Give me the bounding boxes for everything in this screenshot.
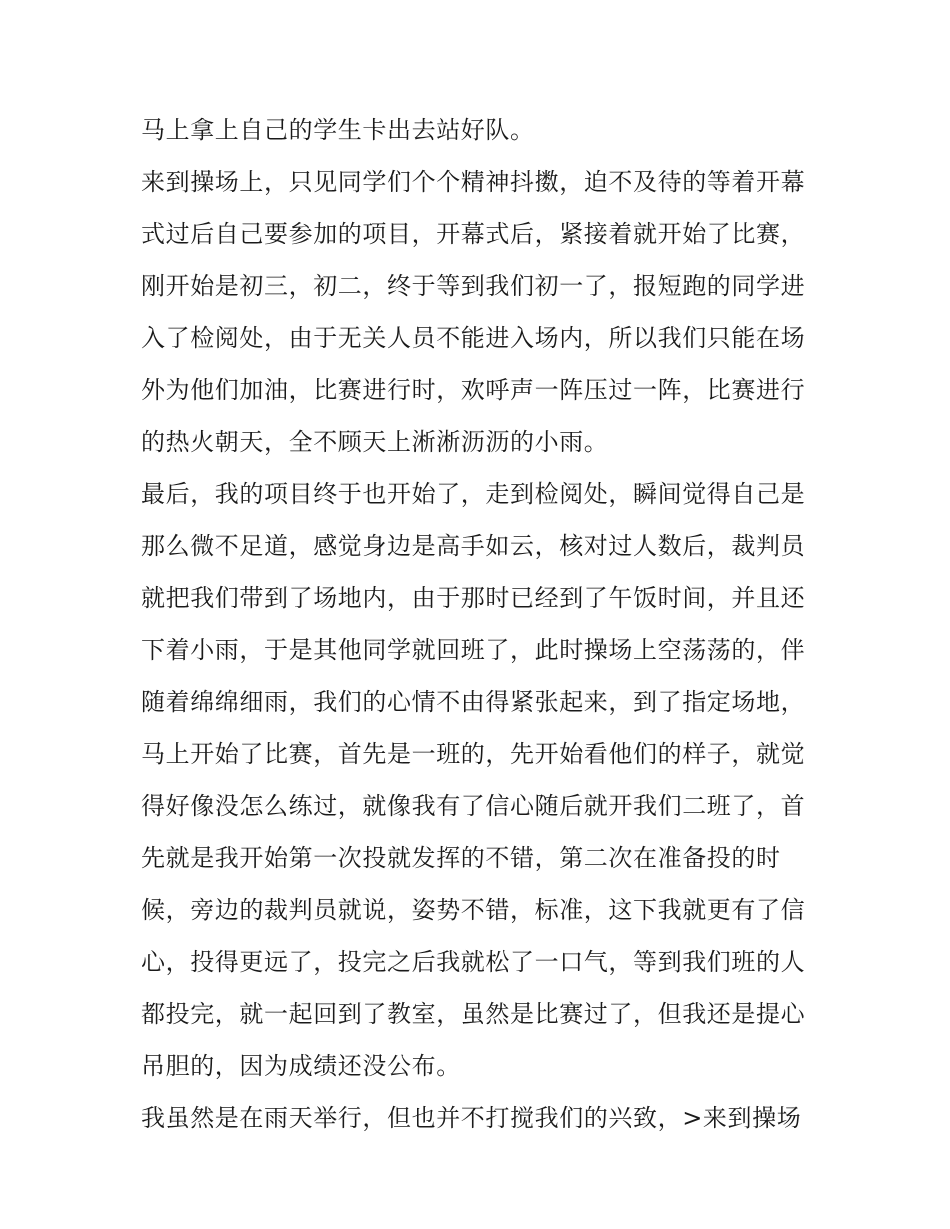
text-line: 马上拿上自己的学生卡出去站好队。	[141, 116, 535, 144]
text-line: 下着小雨，于是其他同学就回班了，此时操场上空荡荡的，伴	[141, 636, 806, 664]
text-line: 心，投得更远了，投完之后我就松了一口气，等到我们班的人	[141, 948, 806, 976]
text-line: 马上开始了比赛，首先是一班的，先开始看他们的样子，就觉	[141, 740, 806, 768]
text-line: 那么微不足道，感觉身边是高手如云，核对过人数后，裁判员	[141, 532, 806, 560]
text-line: 最后，我的项目终于也开始了，走到检阅处，瞬间觉得自己是	[141, 480, 806, 508]
text-line: 刚开始是初三，初二，终于等到我们初一了，报短跑的同学进	[141, 272, 806, 300]
text-line: 候，旁边的裁判员就说，姿势不错，标准，这下我就更有了信	[141, 896, 806, 924]
text-line: 随着绵绵细雨，我们的心情不由得紧张起来，到了指定场地，	[141, 688, 806, 716]
text-line: 就把我们带到了场地内，由于那时已经到了午饭时间，并且还	[141, 584, 806, 612]
text-line: 我虽然是在雨天举行，但也并不打搅我们的兴致，>来到操场	[141, 1104, 802, 1132]
text-line: 式过后自己要参加的项目，开幕式后，紧接着就开始了比赛，	[141, 220, 806, 248]
text-line: 来到操场上，只见同学们个个精神抖擞，迫不及待的等着开幕	[141, 168, 806, 196]
text-line: 得好像没怎么练过，就像我有了信心随后就开我们二班了，首	[141, 792, 806, 820]
text-line: 的热火朝天，全不顾天上淅淅沥沥的小雨。	[141, 428, 609, 456]
text-line: 都投完，就一起回到了教室，虽然是比赛过了，但我还是提心	[141, 1000, 806, 1028]
text-line: 入了检阅处，由于无关人员不能进入场内，所以我们只能在场	[141, 324, 806, 352]
text-line: 先就是我开始第一次投就发挥的不错，第二次在准备投的时	[141, 844, 781, 872]
text-line: 吊胆的，因为成绩还没公布。	[141, 1052, 461, 1080]
text-line: 外为他们加油，比赛进行时，欢呼声一阵压过一阵，比赛进行	[141, 376, 806, 404]
